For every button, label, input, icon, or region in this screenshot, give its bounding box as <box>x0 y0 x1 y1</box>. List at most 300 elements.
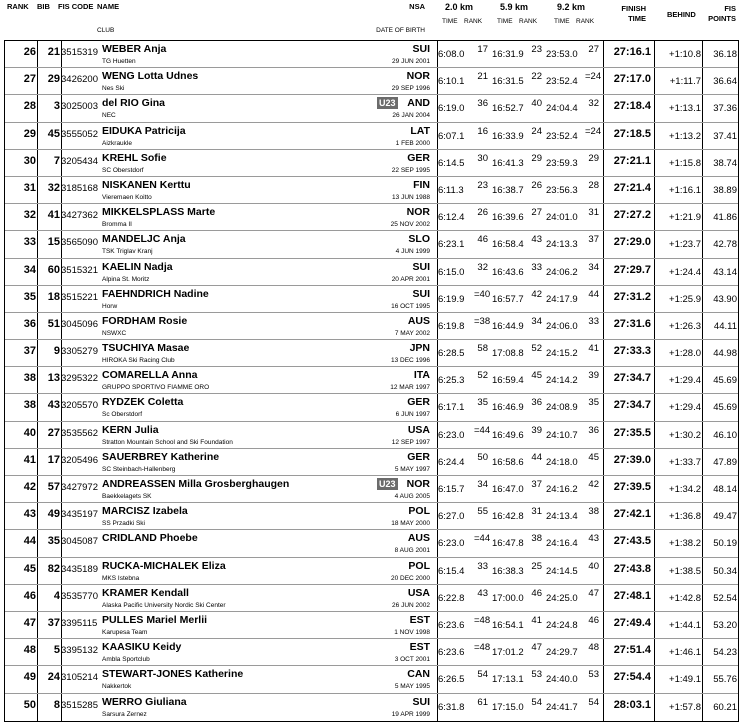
dob-header: DATE OF BIRTH <box>376 27 425 34</box>
fis-points: 41.86 <box>713 212 737 224</box>
athlete-name: RYDZEK Coletta <box>102 396 184 409</box>
time-behind: +1:57.8 <box>669 701 701 713</box>
rank: 44 <box>23 535 36 548</box>
finish-time: 27:39.0 <box>613 453 651 466</box>
split2-rank: 47 <box>531 642 542 654</box>
fis-code: 3535770 <box>61 590 98 602</box>
column-divider <box>603 612 604 638</box>
split3-rank: 36 <box>588 424 599 436</box>
split2-time: 16:59.4 <box>492 375 524 387</box>
split1-rank: 55 <box>477 506 488 518</box>
fis-points: 46.10 <box>713 429 737 441</box>
club-name: Horw <box>102 302 118 310</box>
column-divider <box>603 95 604 121</box>
athlete-name: PULLES Mariel Merlii <box>102 613 208 626</box>
date-of-birth: 13 JUN 1988 <box>392 193 430 201</box>
split1-time: 6:17.1 <box>438 402 465 414</box>
split1-rank: 54 <box>477 669 488 681</box>
split2-rank: 25 <box>531 560 542 572</box>
split1-rank: 16 <box>477 125 488 137</box>
split3-rank: =24 <box>585 71 602 83</box>
bib: 29 <box>47 73 60 86</box>
bib: 43 <box>47 399 60 412</box>
time-behind: +1:36.8 <box>669 511 701 523</box>
athlete-name: del RIO Gina <box>102 97 166 110</box>
bib: 37 <box>47 616 60 629</box>
rank: 42 <box>23 481 36 493</box>
column-divider <box>702 231 703 257</box>
athlete-name: STEWART-JONES Katherine <box>102 668 244 681</box>
time-behind: +1:30.2 <box>669 429 701 441</box>
split3-rank: 29 <box>588 152 599 164</box>
column-divider <box>702 558 703 584</box>
finish-time: 27:33.3 <box>613 345 651 358</box>
fis-points: 48.14 <box>713 484 737 495</box>
fis-points: 42.78 <box>713 239 737 251</box>
column-divider <box>654 639 655 665</box>
fis-points: 43.14 <box>713 266 737 278</box>
column-divider <box>603 231 604 257</box>
bib: 3 <box>53 100 60 113</box>
split3-time: 24:04.4 <box>546 103 578 115</box>
rank: 37 <box>23 345 36 358</box>
column-divider <box>654 694 655 721</box>
column-divider <box>654 449 655 475</box>
rank: 43 <box>23 508 36 521</box>
finish-header-line1: FINISH <box>621 4 646 13</box>
split2-rank: 38 <box>531 533 542 545</box>
table-header <box>0 0 739 40</box>
bib: 51 <box>47 317 60 330</box>
column-divider <box>654 530 655 556</box>
time-behind: +1:15.8 <box>669 157 701 169</box>
table-row <box>5 95 738 122</box>
finish-time: 27:54.4 <box>613 671 651 684</box>
split1-time-header: TIME <box>442 18 458 25</box>
club-name: NEC <box>102 112 116 120</box>
nation-code: GER <box>407 396 430 409</box>
column-divider <box>654 123 655 149</box>
athlete-name: SAUERBREY Katherine <box>102 450 220 463</box>
fis-code: 3205496 <box>61 454 98 466</box>
column-divider <box>603 204 604 230</box>
split1-rank: 35 <box>477 397 488 409</box>
rank: 31 <box>23 181 36 194</box>
split3-rank: 53 <box>588 669 599 681</box>
split1-time: 6:08.0 <box>438 49 465 60</box>
date-of-birth: 20 DEC 2000 <box>390 574 430 582</box>
split2-time: 17:00.0 <box>492 592 524 604</box>
split2-rank: 31 <box>531 506 542 518</box>
split2-rank: 37 <box>531 479 542 490</box>
split1-time: 6:22.8 <box>438 592 465 604</box>
split2-time: 16:38.7 <box>492 184 524 196</box>
column-divider <box>603 313 604 339</box>
time-behind: +1:13.1 <box>669 103 701 115</box>
rank: 28 <box>23 100 36 113</box>
fis-points: 44.11 <box>713 320 737 332</box>
split2-rank: 26 <box>531 179 542 191</box>
fis-code: 3045087 <box>61 536 98 548</box>
split2-time: 16:44.9 <box>492 320 524 332</box>
bib: 13 <box>47 372 60 385</box>
finish-time: 27:43.5 <box>613 535 651 548</box>
finish-time: 28:03.1 <box>613 698 651 711</box>
time-behind: +1:29.4 <box>669 375 701 387</box>
bib: 17 <box>47 453 60 466</box>
column-divider <box>603 694 604 721</box>
fis-points: 49.47 <box>713 511 737 523</box>
bib: 8 <box>53 698 60 711</box>
fis-points: 45.69 <box>713 402 737 414</box>
column-divider <box>702 313 703 339</box>
split2-time: 16:47.8 <box>492 538 524 550</box>
split3-time: 24:40.0 <box>546 674 578 686</box>
athlete-name: ANDREASSEN Milla Grosberghaugen <box>102 478 290 490</box>
finish-time: 27:51.4 <box>613 644 651 657</box>
club-name: SC Steinbach-Hallenberg <box>102 465 176 473</box>
club-name: SC Oberstdorf <box>102 166 144 174</box>
rank: 32 <box>23 209 36 222</box>
split3-rank: 48 <box>588 642 599 654</box>
column-divider <box>702 259 703 285</box>
split1-time: 6:07.1 <box>438 130 465 142</box>
bib: 45 <box>47 127 60 140</box>
column-divider <box>654 666 655 692</box>
column-divider <box>654 68 655 94</box>
split3-rank-header: RANK <box>576 18 595 25</box>
fis-points-header-line1: FIS <box>724 4 736 13</box>
split2-rank: 29 <box>531 152 542 164</box>
column-divider <box>654 204 655 230</box>
column-divider <box>603 123 604 149</box>
nation-code: POL <box>408 559 430 572</box>
fis-code: 3205434 <box>61 155 98 167</box>
column-divider <box>702 177 703 203</box>
split2-time: 17:08.8 <box>492 348 524 360</box>
date-of-birth: 29 SEP 1996 <box>391 85 430 93</box>
split3-time: 24:06.0 <box>546 320 578 332</box>
nation-code: SUI <box>412 43 430 55</box>
date-of-birth: 29 JUN 2001 <box>392 58 430 65</box>
split1-time: 6:19.8 <box>438 320 465 332</box>
date-of-birth: 4 JUN 1999 <box>395 248 430 256</box>
column-divider <box>603 150 604 176</box>
nation-code: FIN <box>413 178 430 191</box>
column-divider <box>603 422 604 448</box>
club-name: Bromma II <box>102 221 132 229</box>
split3-time: 24:06.2 <box>546 266 578 278</box>
fis-points: 54.23 <box>713 647 737 659</box>
finish-time: 27:21.4 <box>613 181 651 194</box>
table-row <box>5 259 738 286</box>
athlete-name: WEBER Anja <box>102 43 167 55</box>
split1-rank: 50 <box>477 451 488 463</box>
rank: 41 <box>23 453 36 466</box>
split2-time: 16:46.9 <box>492 402 524 414</box>
bib: 15 <box>47 236 60 249</box>
split3-rank: 31 <box>588 207 599 219</box>
time-behind: +1:16.1 <box>669 184 701 196</box>
nation-code: AUS <box>407 532 430 545</box>
split1-rank: 33 <box>477 560 488 572</box>
split3-rank: 32 <box>588 98 599 110</box>
split3-rank: 33 <box>588 315 599 327</box>
fis-points: 38.89 <box>713 184 737 196</box>
split2-time: 17:13.1 <box>492 674 524 686</box>
club-name: NSWXC <box>102 329 127 337</box>
bib: 5 <box>53 644 60 657</box>
split3-rank: 38 <box>588 506 599 518</box>
column-divider <box>603 503 604 529</box>
split1-time: 6:19.0 <box>438 103 465 115</box>
time-behind: +1:28.0 <box>669 348 701 360</box>
bib: 82 <box>47 562 60 575</box>
finish-time: 27:17.0 <box>613 73 651 86</box>
split2-rank: 53 <box>531 669 542 681</box>
split1-time: 6:15.4 <box>438 565 465 577</box>
bib: 60 <box>47 263 60 276</box>
athlete-name: RUCKA-MICHALEK Eliza <box>102 559 226 572</box>
column-divider <box>654 476 655 502</box>
column-divider <box>654 612 655 638</box>
column-divider <box>654 313 655 339</box>
nation-code: USA <box>407 586 430 599</box>
column-divider <box>603 449 604 475</box>
split1-rank: =48 <box>474 614 491 626</box>
bib: 57 <box>47 481 60 493</box>
nation-code: AND <box>407 97 430 110</box>
split1-time: 6:24.4 <box>438 456 465 468</box>
table-row <box>5 204 738 231</box>
fis-code: 3295322 <box>61 373 98 385</box>
athlete-name: KREHL Sofie <box>102 151 167 164</box>
split3-rank: 47 <box>588 587 599 599</box>
split3-rank: 54 <box>588 696 599 708</box>
athlete-name: KERN Julia <box>102 423 159 436</box>
bib-header: BIB <box>37 2 50 11</box>
column-divider <box>702 41 703 67</box>
table-row <box>5 666 738 693</box>
table-row <box>5 123 738 150</box>
fis-code: 3305279 <box>61 346 98 358</box>
club-name: Nakkertok <box>102 683 132 691</box>
split3-rank: 43 <box>588 533 599 545</box>
column-divider <box>654 558 655 584</box>
split3-rank: 46 <box>588 614 599 626</box>
fis-code: 3535562 <box>61 427 98 439</box>
table-row <box>5 286 738 313</box>
split3-time: 23:52.4 <box>546 130 578 142</box>
fis-code: 3435197 <box>61 509 98 521</box>
date-of-birth: 16 OCT 1995 <box>391 302 430 310</box>
nation-code: AUS <box>407 314 430 327</box>
table-row <box>5 612 738 639</box>
time-behind: +1:23.7 <box>669 239 701 251</box>
table-row <box>5 150 738 177</box>
column-divider <box>702 666 703 692</box>
date-of-birth: 12 MAR 1997 <box>390 384 430 392</box>
club-name: Baekkelagets SK <box>102 493 152 500</box>
behind-header: BEHIND <box>667 10 696 19</box>
time-behind: +1:46.1 <box>669 647 701 659</box>
split3-time: 24:17.9 <box>546 293 578 305</box>
nation-code: CAN <box>407 668 430 681</box>
split3-time-header: TIME <box>554 18 570 25</box>
finish-time: 27:48.1 <box>613 589 651 602</box>
split2-time: 16:31.9 <box>492 49 524 60</box>
split2-rank: 27 <box>531 207 542 219</box>
finish-time: 27:18.4 <box>613 100 651 113</box>
table-row <box>5 476 738 503</box>
nation-code: GER <box>407 151 430 164</box>
fis-points: 50.19 <box>713 538 737 550</box>
fis-code: 3515221 <box>61 291 98 303</box>
finish-time: 27:16.1 <box>613 46 651 58</box>
table-row <box>5 639 738 666</box>
fis-code: 3105214 <box>61 672 98 684</box>
fis-points: 37.41 <box>713 130 737 142</box>
date-of-birth: 6 JUN 1997 <box>395 411 430 419</box>
column-divider <box>702 286 703 312</box>
time-behind: +1:13.2 <box>669 130 701 142</box>
finish-time: 27:43.8 <box>613 562 651 575</box>
rank: 50 <box>23 698 36 711</box>
column-divider <box>702 204 703 230</box>
date-of-birth: 26 JAN 2004 <box>392 112 430 120</box>
split1-rank: =40 <box>474 288 491 300</box>
nation-code: NOR <box>406 478 430 490</box>
fis-points: 44.98 <box>713 348 737 360</box>
time-behind: +1:24.4 <box>669 266 701 278</box>
rank-header: RANK <box>7 2 29 11</box>
fis-code-header: FIS CODE <box>58 2 94 11</box>
fis-points: 55.76 <box>713 674 737 686</box>
split1-rank: 30 <box>477 152 488 164</box>
rank: 29 <box>23 127 36 140</box>
split2-time: 16:52.7 <box>492 103 524 115</box>
fis-code: 3025003 <box>61 101 98 113</box>
finish-time: 27:21.1 <box>613 154 651 167</box>
date-of-birth: 18 MAY 2000 <box>391 520 430 528</box>
split3-rank: 40 <box>588 560 599 572</box>
table-row <box>5 530 738 557</box>
table-row <box>5 231 738 258</box>
table-row <box>5 340 738 367</box>
column-divider <box>603 68 604 94</box>
split2-rank: 52 <box>531 343 542 355</box>
column-divider <box>654 286 655 312</box>
time-behind: +1:29.4 <box>669 402 701 414</box>
nation-code: LAT <box>410 124 430 137</box>
athlete-name: KAASIKU Keidy <box>102 641 182 654</box>
split3-time: 23:56.3 <box>546 184 578 196</box>
nation-code: NOR <box>406 70 430 83</box>
column-divider <box>654 231 655 257</box>
split2-time: 16:58.4 <box>492 239 524 251</box>
finish-time: 27:34.7 <box>613 399 651 412</box>
split2-time: 16:49.6 <box>492 429 524 441</box>
nation-code: JPN <box>409 342 430 355</box>
split1-rank-header: RANK <box>464 18 483 25</box>
split1-header: 2.0 km <box>445 2 474 12</box>
split1-rank: 58 <box>477 343 488 355</box>
athlete-name: MANDELJC Anja <box>102 233 186 246</box>
nation-code: EST <box>409 641 430 654</box>
split3-rank: 28 <box>588 179 599 191</box>
fis-code: 3395132 <box>61 645 98 657</box>
fis-points: 36.64 <box>713 76 737 88</box>
split1-time: 6:14.5 <box>438 157 465 169</box>
fis-code: 3435189 <box>61 563 98 575</box>
column-divider <box>702 585 703 611</box>
date-of-birth: 3 OCT 2001 <box>394 656 430 664</box>
column-divider <box>603 177 604 203</box>
column-divider <box>603 666 604 692</box>
split2-time: 16:54.1 <box>492 619 524 631</box>
rank: 45 <box>23 562 36 575</box>
split2-rank: 34 <box>531 315 542 327</box>
table-row <box>5 394 738 421</box>
time-behind: +1:34.2 <box>669 484 701 495</box>
split3-time: 24:16.4 <box>546 538 578 550</box>
split2-time: 16:42.8 <box>492 511 524 523</box>
finish-time: 27:34.7 <box>613 372 651 385</box>
club-name: Karupesa Team <box>102 628 148 636</box>
date-of-birth: 5 MAY 1995 <box>394 683 430 691</box>
athlete-name: COMARELLA Anna <box>102 369 198 382</box>
split1-time: 6:26.5 <box>438 674 465 686</box>
fis-code: 3427972 <box>61 482 98 493</box>
date-of-birth: 7 MAY 2002 <box>394 329 430 337</box>
date-of-birth: 4 AUG 2005 <box>394 493 430 500</box>
split3-rank: 37 <box>588 234 599 246</box>
split1-rank: 36 <box>477 98 488 110</box>
date-of-birth: 22 SEP 1995 <box>391 166 430 174</box>
athlete-name: NISKANEN Kerttu <box>102 178 191 191</box>
split3-time: 24:18.0 <box>546 456 578 468</box>
rank: 27 <box>23 73 36 86</box>
bib: 9 <box>53 345 60 358</box>
split1-time: 6:23.6 <box>438 619 465 631</box>
fis-code: 3555052 <box>61 128 98 140</box>
club-name: Vieremaen Koitto <box>102 193 152 201</box>
split2-rank: 40 <box>531 98 542 110</box>
fis-code: 3045096 <box>61 318 98 330</box>
club-name: Alpina St. Moritz <box>102 275 150 283</box>
split1-rank: 43 <box>477 587 488 599</box>
club-name: MKS Istebna <box>102 574 140 582</box>
fis-code: 3515321 <box>61 264 98 276</box>
split2-time: 16:41.3 <box>492 157 524 169</box>
split1-rank: 32 <box>477 261 488 273</box>
column-divider <box>702 340 703 366</box>
split2-rank: 45 <box>531 370 542 382</box>
column-divider <box>702 476 703 502</box>
column-divider <box>603 394 604 420</box>
finish-time: 27:39.5 <box>613 481 651 493</box>
split3-time: 24:24.8 <box>546 619 578 631</box>
table-row <box>5 177 738 204</box>
split3-rank: =24 <box>585 125 602 137</box>
fis-points: 53.20 <box>713 619 737 631</box>
finish-time: 27:29.0 <box>613 236 651 249</box>
date-of-birth: 1 NOV 1998 <box>394 628 430 636</box>
column-divider <box>654 585 655 611</box>
split2-time-header: TIME <box>497 18 513 25</box>
split3-rank: 44 <box>588 288 599 300</box>
split3-time: 24:08.9 <box>546 402 578 414</box>
